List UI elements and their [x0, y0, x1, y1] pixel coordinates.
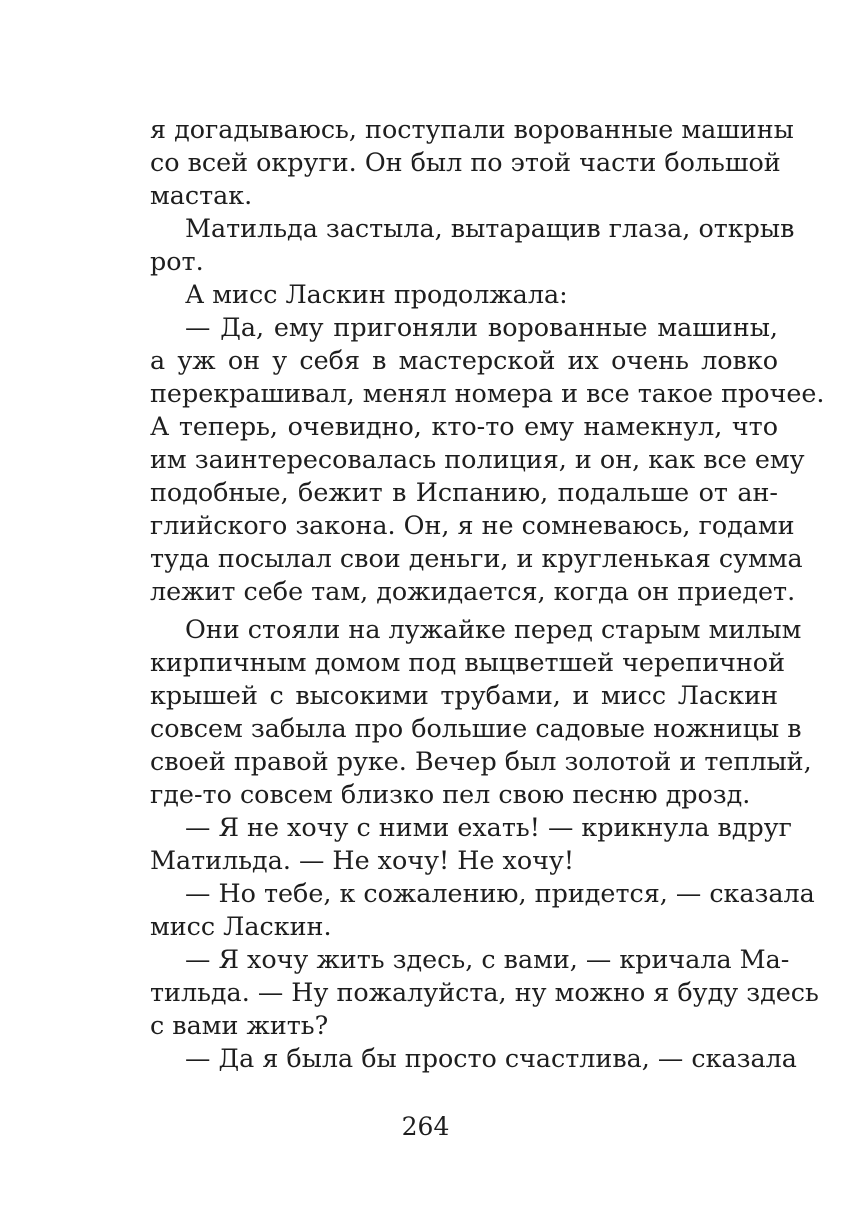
text-line: перекрашивал, менял номера и все такое прочее. — [150, 378, 825, 408]
text-line: — Я не хочу с ними ехать! — крикнула вдруг — [185, 812, 792, 842]
text-line: туда посылал свои деньги, и кругленькая сумма — [150, 543, 803, 573]
text-line: со всей округи. Он был по этой части большой — [150, 147, 781, 177]
text-line: лежит себе там, дожидается, когда он приедет. — [150, 576, 796, 606]
text-line: своей правой руке. Вечер был золотой и теплый, — [150, 746, 812, 776]
text-line: глийского закона. Он, я не сомневаюсь, годами — [150, 510, 795, 540]
text-line: подобные, бежит в Испанию, подальше от ан- — [150, 477, 778, 507]
text-line: — Но тебе, к сожалению, придется, — сказала — [185, 878, 815, 908]
text-line: рот. — [150, 246, 204, 276]
text-line: мисс Ласкин. — [150, 911, 332, 941]
text-line: а уж он у себя в мастерской их очень ловко — [150, 345, 778, 375]
text-line: я догадываюсь, поступали ворованные машины — [150, 114, 794, 144]
text-line: Матильда застыла, вытаращив глаза, открыв — [185, 213, 795, 243]
text-line: тильда. — Ну пожалуйста, ну можно я буду здесь — [150, 977, 819, 1007]
text-line: совсем забыла про большие садовые ножницы в — [150, 713, 802, 743]
text-line: где-то совсем близко пел свою песню дрозд. — [150, 779, 751, 809]
text-line: мастак. — [150, 180, 253, 210]
text-line: А теперь, очевидно, кто-то ему намекнул, что — [150, 411, 778, 441]
text-line: — Я хочу жить здесь, с вами, — кричала Ма- — [185, 944, 790, 974]
text-line: Матильда. — Не хочу! Не хочу! — [150, 845, 575, 875]
text-line: им заинтересовалась полиция, и он, как все ему — [150, 444, 805, 474]
text-line: — Да я была бы просто счастлива, — сказала — [185, 1043, 797, 1073]
page-number: 264 — [401, 1112, 450, 1141]
text-line: с вами жить? — [150, 1010, 329, 1040]
text-line: кирпичным домом под выцветшей черепичной — [150, 647, 786, 677]
text-line: крышей с высокими трубами, и мисс Ласкин — [150, 680, 778, 710]
text-line: А мисс Ласкин продолжала: — [185, 279, 568, 309]
text-line: Они стояли на лужайке перед старым милым — [185, 614, 802, 644]
text-line: — Да, ему пригоняли ворованные машины, — [185, 312, 778, 342]
